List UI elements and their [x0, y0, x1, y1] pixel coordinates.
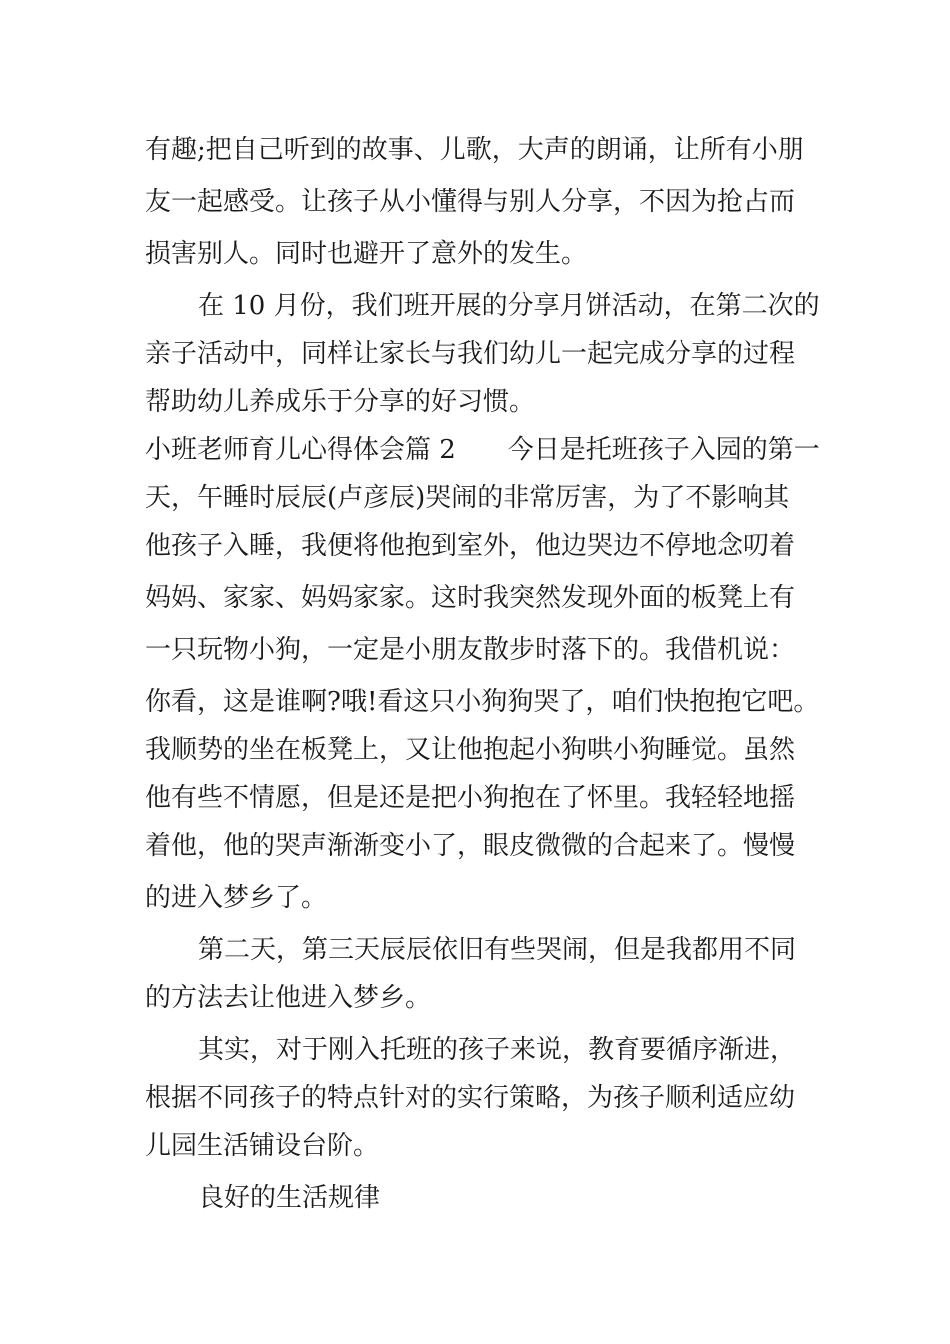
- text-line: 我顺势的坐在板凳上，又让他抱起小狗哄小狗睡觉。虽然: [145, 735, 796, 765]
- text-line: 第二天，第三天辰辰依旧有些哭闹，但是我都用不同: [198, 935, 797, 965]
- text-line: 有趣;把自己听到的故事、儿歌，大声的朗诵，让所有小朋: [145, 135, 804, 165]
- text-line: 损害别人。同时也避开了意外的发生。: [145, 239, 588, 269]
- text-line: 你看，这是谁啊?哦!看这只小狗狗哭了，咱们快抱抱它吧。: [145, 687, 820, 717]
- text-line: 着他，他的哭声渐渐变小了，眼皮微微的合起来了。慢慢: [145, 831, 796, 861]
- text-line: 良好的生活规律: [198, 1183, 381, 1213]
- text-line: 一只玩物小狗，一定是小朋友散步时落下的。我借机说：: [145, 635, 796, 665]
- text-line: 的进入梦乡了。: [145, 883, 328, 913]
- text-line: 在 10 月份，我们班开展的分享月饼活动，在第二次的: [198, 291, 820, 321]
- section-heading-line: 小班老师育儿心得体会篇 2 今日是托班孩子入园的第一: [145, 435, 820, 465]
- text-line: 友一起感受。让孩子从小懂得与别人分享，不因为抢占而: [145, 187, 796, 217]
- text-line: 儿园生活铺设台阶。: [145, 1131, 380, 1161]
- text-line: 其实，对于刚入托班的孩子来说，教育要循序渐进，: [198, 1035, 797, 1065]
- text-line: 妈妈、家家、妈妈家家。这时我突然发现外面的板凳上有: [145, 583, 796, 613]
- text-line: 他有些不情愿，但是还是把小狗抱在了怀里。我轻轻地摇: [145, 783, 796, 813]
- text-line: 亲子活动中，同样让家长与我们幼儿一起完成分享的过程: [145, 339, 796, 369]
- text-line: 根据不同孩子的特点针对的实行策略，为孩子顺利适应幼: [145, 1083, 796, 1113]
- text-line: 他孩子入睡，我便将他抱到室外，他边哭边不停地念叨着: [145, 531, 796, 561]
- text-line: 的方法去让他进入梦乡。: [145, 983, 432, 1013]
- text-line: 帮助幼儿养成乐于分享的好习惯。: [145, 387, 536, 417]
- text-line: 天，午睡时辰辰(卢彦辰)哭闹的非常厉害，为了不影响其: [145, 483, 790, 513]
